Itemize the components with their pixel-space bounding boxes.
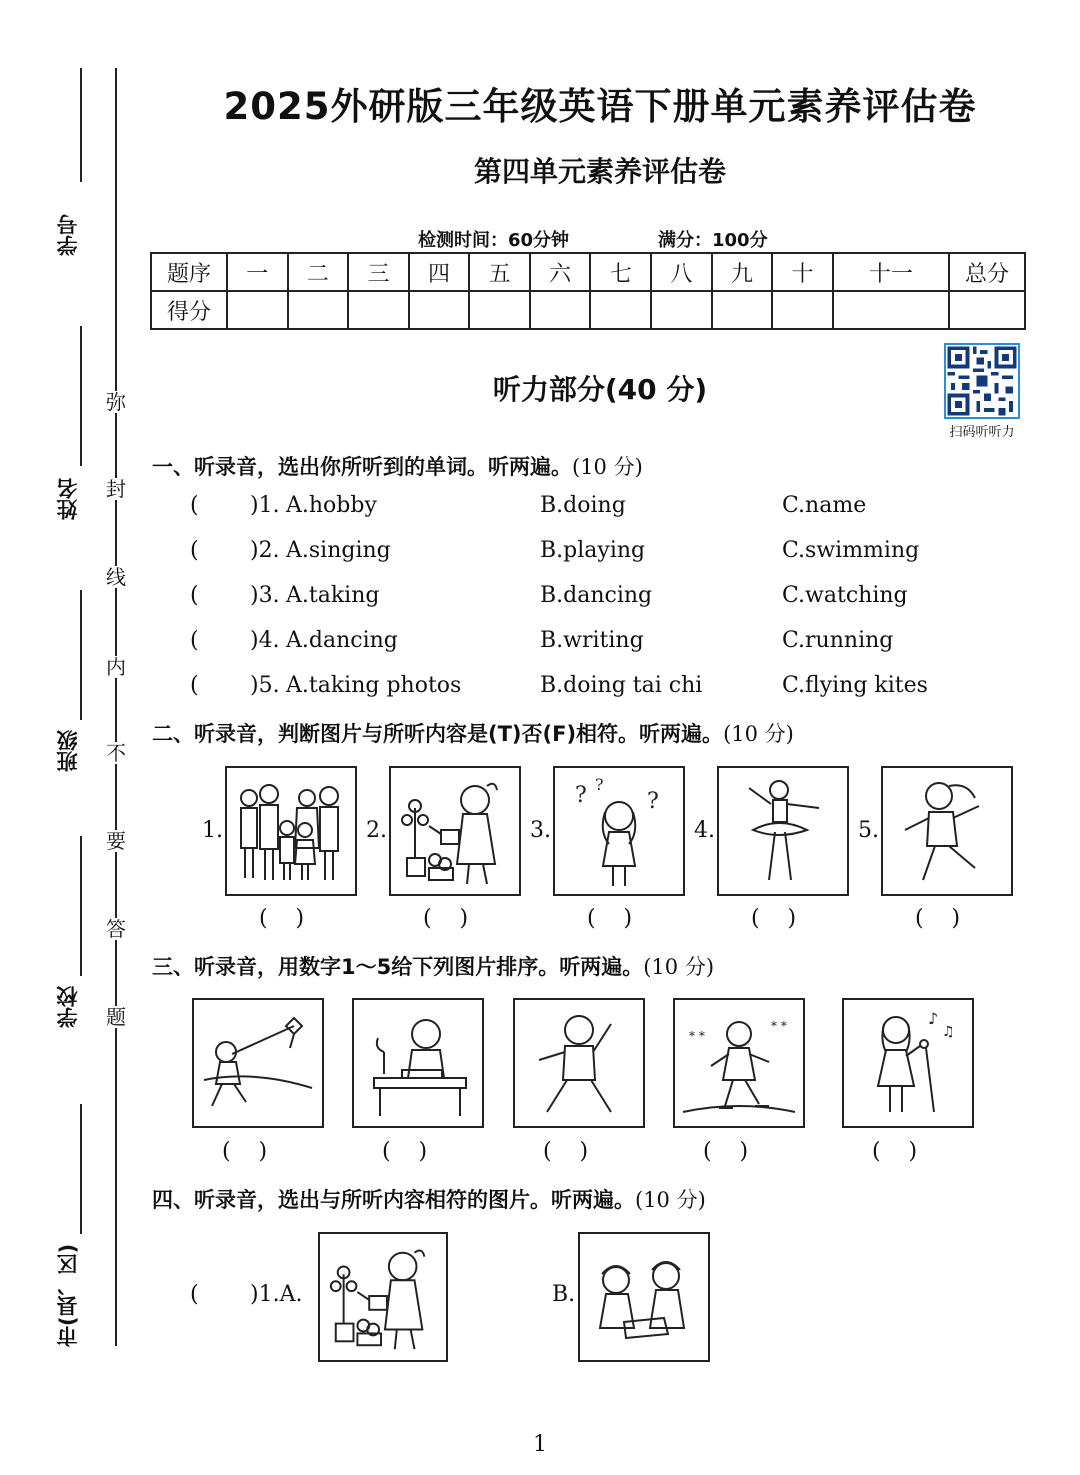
part1-heading-text: 一、听录音，选出你所听到的单词。听两遍。: [152, 455, 572, 479]
option-a: A.taking photos: [286, 673, 462, 698]
boy-writing-picture: [352, 998, 484, 1128]
option-c: C.swimming: [782, 538, 920, 563]
flying-kite-picture: [192, 998, 324, 1128]
option-b: B.dancing: [540, 583, 653, 608]
girl-watering-plants-picture: [389, 766, 521, 896]
question-number: )1.: [250, 493, 280, 518]
option-a-watering-plants-picture[interactable]: [318, 1232, 448, 1362]
option-a: A.dancing: [286, 628, 398, 653]
option-c: C.flying kites: [782, 673, 928, 698]
score-col-header: 十一: [833, 253, 949, 291]
id-field-line: [80, 68, 82, 182]
listening-section-title: 听力部分(40 分): [492, 373, 708, 406]
option-a: A.singing: [286, 538, 391, 563]
score-cell[interactable]: [288, 291, 349, 329]
picture-number: 5.: [858, 818, 879, 843]
answer-parentheses[interactable]: ( ): [872, 1139, 918, 1164]
score-col-header: 一: [227, 253, 288, 291]
score-cell[interactable]: [651, 291, 712, 329]
score-cell[interactable]: [712, 291, 773, 329]
city-label: 市(县、区): [56, 1243, 80, 1347]
name-label: 姓名: [56, 478, 80, 520]
seal-char: 答: [101, 918, 131, 940]
full-score: 满分：100分: [658, 230, 768, 251]
svg-text:?: ?: [575, 783, 587, 808]
score-col-header: 九: [712, 253, 773, 291]
answer-blank[interactable]: (: [190, 538, 199, 563]
score-cell[interactable]: [949, 291, 1025, 329]
seal-line: [115, 68, 117, 1346]
school-field-line: [80, 836, 82, 976]
score-col-header: 八: [651, 253, 712, 291]
option-c: C.name: [782, 493, 867, 518]
score-col-header: 十: [772, 253, 833, 291]
part4-heading-text: 四、听录音，选出与所听内容相符的图片。听两遍。: [152, 1188, 635, 1212]
score-cell[interactable]: [772, 291, 833, 329]
answer-blank[interactable]: (: [190, 1282, 199, 1307]
score-col-header: 二: [288, 253, 349, 291]
score-col-header: 四: [409, 253, 470, 291]
part2-heading-text: 二、听录音，判断图片与所听内容是(T)否(F)相符。听两遍。: [152, 722, 724, 746]
option-b-kids-drawing-picture[interactable]: [578, 1232, 710, 1362]
option-a: A.hobby: [286, 493, 377, 518]
exam-subtitle: 第四单元素养评估卷: [473, 155, 726, 188]
answer-blank[interactable]: (: [190, 493, 199, 518]
seal-char: 线: [101, 566, 131, 588]
picture-number: 2.: [366, 818, 387, 843]
family-picture: [225, 766, 357, 896]
answer-blank[interactable]: (: [190, 628, 199, 653]
option-b: B.writing: [540, 628, 644, 653]
part2-points: (10 分): [723, 722, 794, 746]
seal-char: 弥: [101, 391, 131, 413]
svg-text:* *: * *: [689, 1029, 705, 1043]
girl-running-picture: [881, 766, 1013, 896]
part2-heading: [152, 718, 794, 748]
score-cell[interactable]: [833, 291, 949, 329]
answer-parentheses[interactable]: ( ): [423, 906, 469, 931]
option-b: B.doing: [540, 493, 626, 518]
score-table-header-row: [151, 253, 1025, 291]
name-field-line: [80, 326, 82, 466]
qr-code-label: 扫码听听力: [949, 425, 1015, 440]
seal-char: 封: [101, 478, 131, 500]
score-cell[interactable]: [469, 291, 530, 329]
answer-parentheses[interactable]: ( ): [222, 1139, 268, 1164]
answer-parentheses[interactable]: ( ): [259, 906, 305, 931]
question-number: )4.: [250, 628, 280, 653]
answer-parentheses[interactable]: ( ): [382, 1139, 428, 1164]
option-b-label: B.: [552, 1282, 576, 1307]
score-cell[interactable]: [348, 291, 409, 329]
score-row-label: 得分: [151, 291, 227, 329]
option-a: A.taking: [286, 583, 380, 608]
page-number: 1: [533, 1432, 547, 1457]
seal-char: 题: [101, 1006, 131, 1028]
girl-confused-picture: [553, 766, 685, 896]
score-cell[interactable]: [530, 291, 591, 329]
part4-points: (10 分): [635, 1188, 706, 1212]
part1-points: (10 分): [572, 455, 643, 479]
option-c: C.running: [782, 628, 894, 653]
answer-parentheses[interactable]: ( ): [751, 906, 797, 931]
answer-parentheses[interactable]: ( ): [915, 906, 961, 931]
class-label: 班级: [56, 730, 80, 772]
time-limit: 检测时间：60分钟: [418, 230, 570, 251]
class-field-line: [80, 590, 82, 720]
seal-char: 要: [101, 830, 131, 852]
score-cell[interactable]: [227, 291, 288, 329]
seal-char: 不: [101, 742, 131, 764]
city-field-line: [80, 1104, 82, 1234]
svg-text:* *: * *: [771, 1019, 787, 1033]
ballet-dancer-picture: [717, 766, 849, 896]
answer-parentheses[interactable]: ( ): [587, 906, 633, 931]
girl-skating-picture: [673, 998, 805, 1128]
qr-code-icon[interactable]: [944, 343, 1020, 419]
score-col-header: 三: [348, 253, 409, 291]
girl-singing-picture: [842, 998, 974, 1128]
score-cell[interactable]: [590, 291, 651, 329]
question-number: )5.: [250, 673, 280, 698]
question-number: )1.A.: [250, 1282, 303, 1307]
answer-blank[interactable]: (: [190, 583, 199, 608]
answer-blank[interactable]: (: [190, 673, 199, 698]
part1-heading: [152, 451, 643, 481]
score-col-header: 六: [530, 253, 591, 291]
picture-number: 3.: [530, 818, 551, 843]
svg-text:?: ?: [647, 789, 659, 814]
score-col-header: 题序: [151, 253, 227, 291]
score-col-header: 七: [590, 253, 651, 291]
answer-parentheses[interactable]: ( ): [543, 1139, 589, 1164]
school-label: 学校: [56, 986, 80, 1028]
question-number: )3.: [250, 583, 280, 608]
score-table-score-row: [151, 291, 1025, 329]
svg-text:?: ?: [595, 775, 604, 794]
answer-parentheses[interactable]: ( ): [703, 1139, 749, 1164]
part3-heading-text: 三、听录音，用数字1～5给下列图片排序。听两遍。: [152, 955, 644, 979]
score-cell[interactable]: [409, 291, 470, 329]
score-col-header: 五: [469, 253, 530, 291]
question-number: )2.: [250, 538, 280, 563]
svg-text:♪: ♪: [928, 1009, 939, 1028]
part3-heading: [152, 951, 714, 981]
student-id-label: 学号: [56, 214, 80, 256]
boy-tai-chi-picture: [513, 998, 645, 1128]
part4-heading: [152, 1184, 706, 1214]
option-b: B.playing: [540, 538, 646, 563]
part3-points: (10 分): [643, 955, 715, 979]
score-table: [150, 252, 1026, 330]
seal-char: 内: [101, 656, 131, 678]
exam-title: 2025外研版三年级英语下册单元素养评估卷: [223, 85, 977, 128]
option-c: C.watching: [782, 583, 908, 608]
option-b: B.doing tai chi: [540, 673, 703, 698]
picture-number: 1.: [202, 818, 223, 843]
svg-text:♫: ♫: [942, 1024, 955, 1040]
score-col-header: 总分: [949, 253, 1025, 291]
picture-number: 4.: [694, 818, 715, 843]
